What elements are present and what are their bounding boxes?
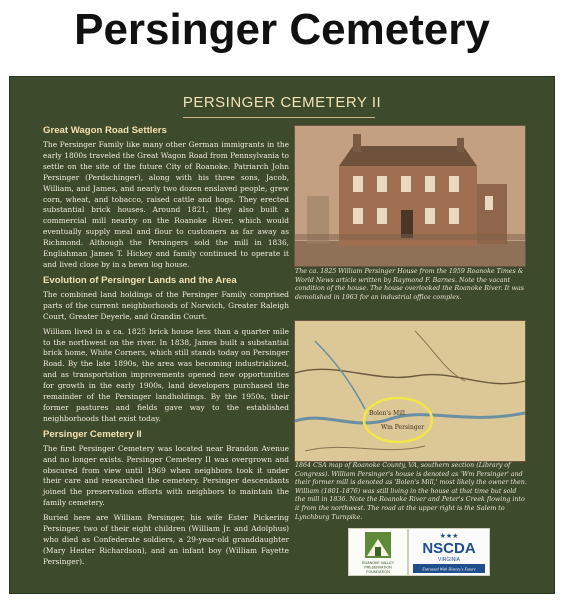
panel-title: PERSINGER CEMETERY II — [182, 94, 382, 111]
map-illustration — [295, 321, 525, 461]
house-photo-illustration — [295, 126, 525, 266]
section-heading: Persinger Cemetery II — [43, 428, 142, 440]
section-paragraph: The first Persinger Cemetery was located near Brandon Avenue and no longer exists. Persinger Cemetery II was overgrown and obscured from view until 1969 when neighbors took it under their care and researched the cemetery. Persinger descendants joined the preservation efforts with neighbors to maintain the family cemetery. — [43, 443, 289, 508]
nscda-stars: ★★★ — [439, 532, 459, 540]
nscda-virginia-logo — [408, 528, 490, 576]
section-paragraph: Buried here are William Persinger, his wife Ester Pickering Persinger, two of their eight children (William Jr. and Adolphus) who died as Confederate soldiers, a 29-year-old granddaughter (Mary Hester Richardson), and an infant boy (William Fayette Persinger). — [43, 513, 289, 566]
map-label-mill: Bolen's Mill — [369, 410, 405, 417]
rvpf-line-1: ROANOKE VALLEY — [361, 561, 395, 565]
csa-map-image — [294, 320, 526, 462]
rvpf-line-2: PRESERVATION — [364, 565, 392, 570]
map-caption: 1864 CSA map of Roanoke County, VA, southern section (Library of Congress). William Persinger's house is denoted as 'Wm Persinger' and their former mill is denoted as 'Bolen's Mill,' most likely the owner then. William (1801-1876) was still living in the house at that time but sold the mill in 1836. Note the Roanoke River and Peter's Creek flowing into it from the northwest. The road at the upper right is the Salem to Lynchburg Turnpike. — [295, 462, 527, 521]
section-paragraph: The Persinger Family like many other German immigrants in the early 1800s traveled the Great Wagon Road from Pennsylvania to settle on the site of the future City of Roanoke. Patriarch John Persinger (Perdschinger), along with his three sons, Jacob, William, and James, and nearly two dozen enslaved people, grew corn, wheat, and tobacco, raised cattle and hogs. They erected substantial brick houses. Around 1821, they also built a commercial mill nearby on the Roanoke River, which would eventually supply meal and flour to customers as far away as Richmond. Although the Persingers sold the mill in 1836, Englishman James T. Hickey and family continued to operate it and lived close by in a hewn log house. — [43, 140, 289, 269]
nscda-tagline: Entrusted With History's Future — [422, 566, 476, 572]
section-paragraph: The combined land holdings of the Persinger Family comprised parts of the current neighborhoods of Norwich, Greater Raleigh Court, Greater Deyerle, and Grandin Court. — [43, 289, 289, 321]
persinger-house-photo — [294, 125, 526, 267]
text-column — [43, 125, 289, 572]
section-heading: Evolution of Persinger Lands and the Area — [43, 274, 237, 286]
rvpf-line-3: FOUNDATION — [366, 570, 390, 574]
section-heading: Great Wagon Road Settlers — [43, 125, 167, 136]
sign-panel — [9, 76, 555, 594]
map-label-house: Wm Persinger — [381, 424, 425, 431]
title-divider — [183, 117, 375, 118]
rvpf-logo-mark — [349, 529, 407, 575]
photo-caption: The ca. 1825 William Persinger House from the 1959 Roanoke Times & World News article written by Raymond F. Barnes. Note the vacant condition of the house. The house overlooked the Roanoke River. It was demolished in 1963 for an industrial office complex. — [295, 268, 524, 301]
nscda-logo-mark — [409, 529, 489, 575]
roanoke-valley-preservation-foundation-logo — [348, 528, 408, 576]
nscda-name: NSCDA — [422, 540, 476, 557]
section-paragraph: William lived in a ca. 1825 brick house less than a quarter mile to the northwest on the river. In 1838, James built a substantial brick home, White Corners, which still stands today on Persinger Road. By the late 1890s, the area was becoming industrialized, and as transportation improvements opened new opportunities for growth in the early 1900s, land developers purchased the remainder of the Persinger landholdings. By the 1950s, their former pastures and fields gave way to the established neighborhoods that exist today. — [43, 326, 289, 423]
page-title: Persinger Cemetery — [74, 5, 490, 54]
nscda-state: VIRGINIA — [438, 557, 460, 563]
